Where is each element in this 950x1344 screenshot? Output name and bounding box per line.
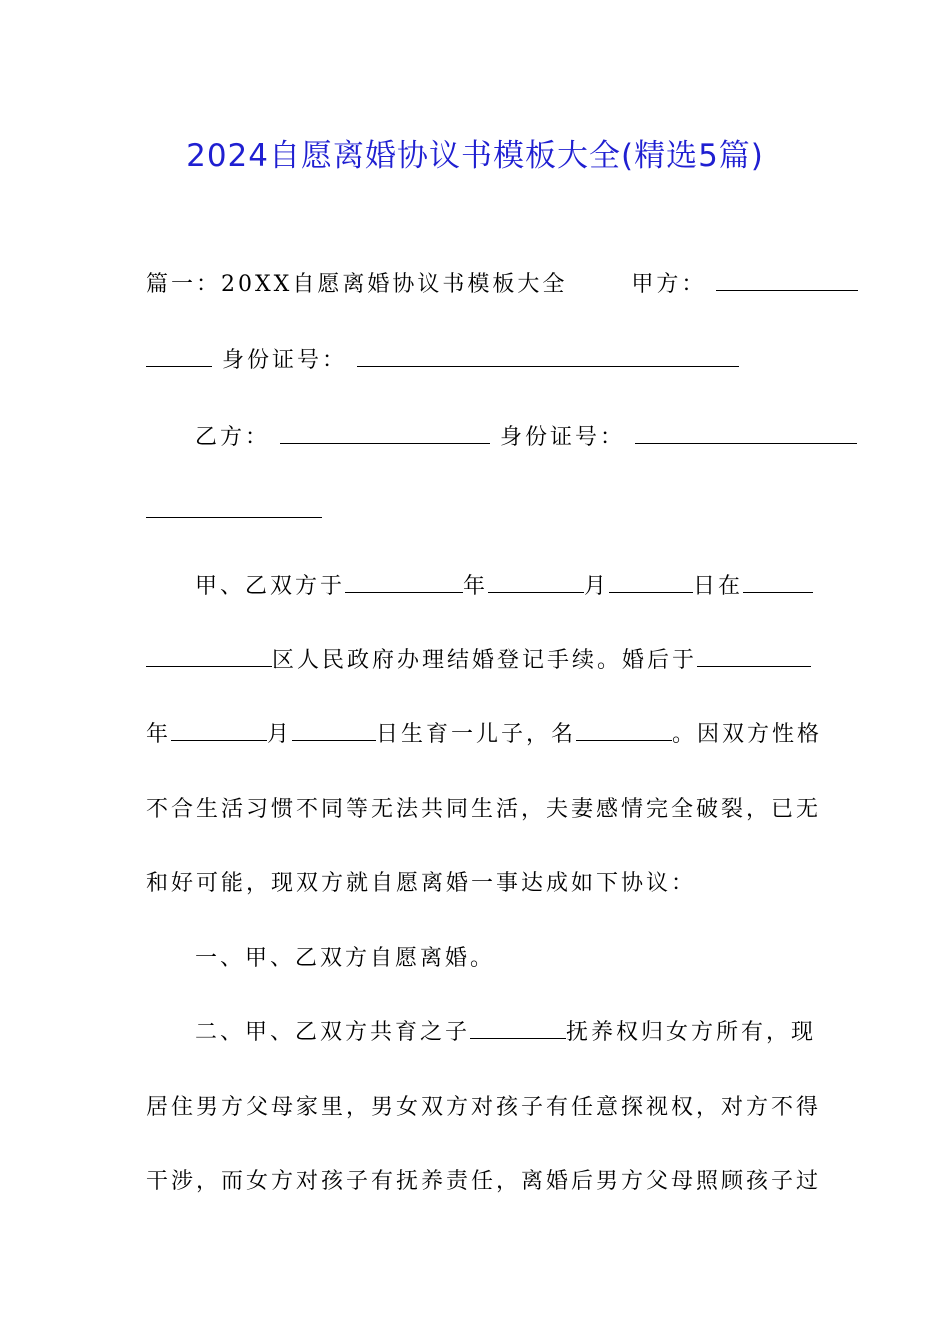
day-label: 日在 (693, 574, 744, 599)
party-a-id-blank (357, 348, 739, 367)
clause-1: 一、甲、乙双方自愿离婚。 (195, 946, 496, 971)
text-line: 居住男方父母家里，男女双方对孩子有任意探视权，对方不得 (146, 1095, 822, 1120)
year-label: 年 (146, 722, 172, 747)
party-b-name-blank (280, 425, 490, 444)
document-title: 2024自愿离婚协议书模板大全(精选5篇) (186, 138, 764, 174)
party-a-label: 甲方： (631, 272, 707, 297)
paragraph-text: 二、甲、乙双方共育之子 (195, 1020, 471, 1045)
text-line (146, 497, 806, 527)
text-line (195, 572, 855, 602)
text-line (146, 720, 823, 750)
text-line (146, 270, 806, 300)
day-blank (609, 574, 693, 593)
party-a-name-blank-cont (146, 348, 212, 367)
text-line (195, 423, 855, 453)
party-a-name-blank (716, 272, 858, 291)
clause-2 (195, 1018, 855, 1048)
party-b-id-blank-cont (146, 499, 322, 518)
paragraph-text: 抚养权归女方所有，现 (566, 1020, 817, 1045)
paragraph-text: 甲、乙双方于 (195, 574, 346, 599)
id-number-label: 身份证号： (222, 348, 348, 373)
year-label: 年 (463, 574, 489, 599)
id-number-label: 身份证号： (500, 425, 626, 450)
child-name-blank (576, 722, 672, 741)
paragraph-text: 。因双方性格 (672, 722, 823, 747)
party-b-id-blank (635, 425, 857, 444)
section-heading: 篇一：20XX自愿离婚协议书模板大全 (146, 272, 568, 297)
year-blank (345, 574, 463, 593)
text-line (146, 646, 806, 676)
birth-month-blank (171, 722, 267, 741)
text-line: 不合生活习惯不同等无法共同生活，夫妻感情完全破裂，已无 (146, 797, 822, 822)
district-blank (743, 574, 813, 593)
text-line: 干涉，而女方对孩子有抚养责任，离婚后男方父母照顾孩子过 (146, 1169, 822, 1194)
district-blank-cont (146, 648, 272, 667)
month-label: 月 (584, 574, 610, 599)
month-blank (488, 574, 584, 593)
birth-day-blank (292, 722, 376, 741)
month-label: 月 (267, 722, 293, 747)
party-b-label: 乙方： (195, 425, 271, 450)
paragraph-text: 日生育一儿子，名 (376, 722, 577, 747)
child-name-blank (470, 1020, 566, 1039)
paragraph-text: 区人民政府办理结婚登记手续。婚后于 (272, 648, 698, 673)
text-line (146, 346, 806, 376)
text-line: 和好可能，现双方就自愿离婚一事达成如下协议： (146, 871, 697, 896)
birth-year-blank (697, 648, 811, 667)
